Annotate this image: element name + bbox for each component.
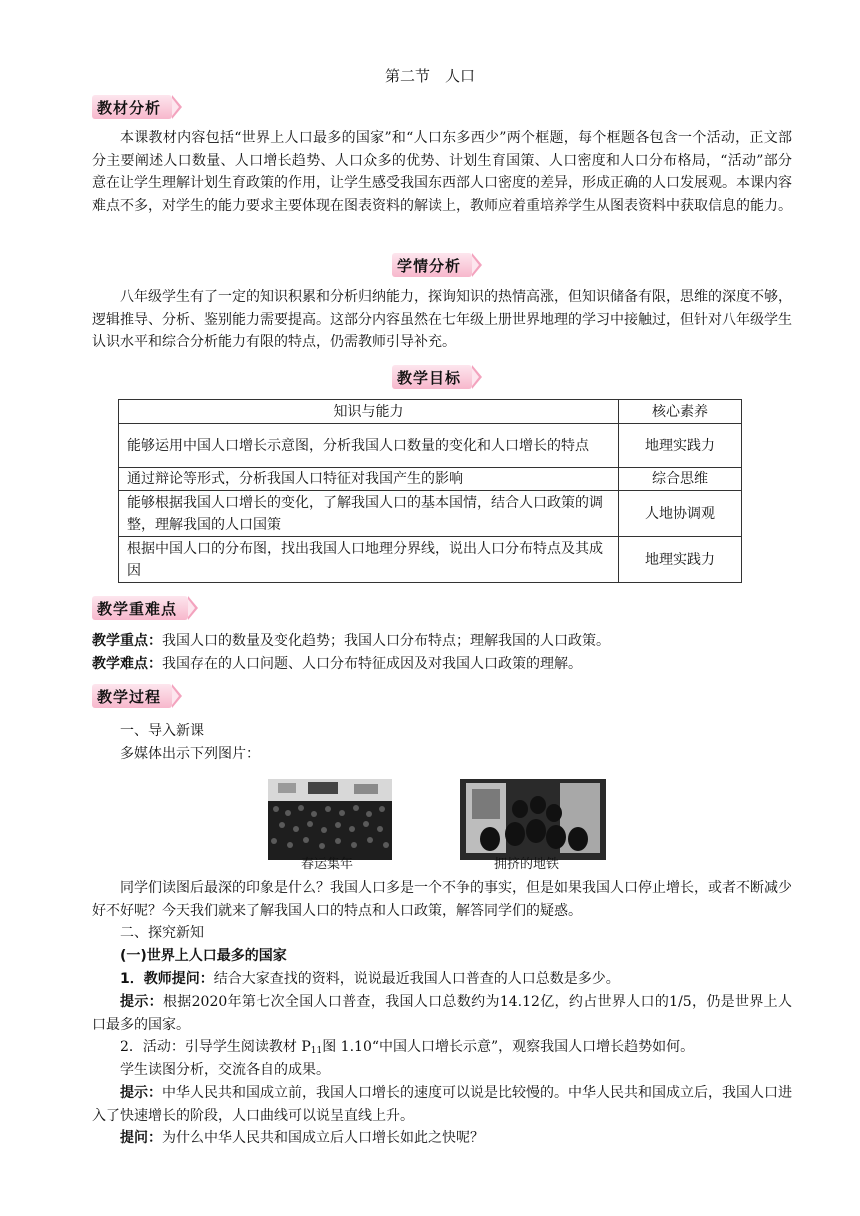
table-row (119, 537, 742, 583)
hint2-paragraph (92, 1082, 792, 1127)
section-banner-process (92, 684, 188, 708)
section-banner-keypoints (92, 596, 204, 620)
student-paragraph: 八年级学生有了一定的知识积累和分析归纳能力，探询知识的热情高涨，但知识储备有限，思维的深度不够，逻辑推导、分析、鉴别能力需要提高。这部分内容虽然在七年级上册世界地理的学习中接触过，但针对八年级学生认识水平和综合分析能力有限的特点，仍需教师引导补充。 (92, 289, 792, 350)
intro-paragraph: 同学们读图后最深的印象是什么？我国人口多是一个不争的事实，但是如果我国人口停止增长，或者不断减少好不好呢？今天我们就来了解我国人口的特点和人口政策，解答同学们的疑惑。 (92, 880, 792, 919)
cell-core: 人地协调观 (619, 491, 742, 537)
hint-label: 提示： (120, 994, 163, 1010)
goals-table (118, 399, 742, 583)
cell-knowledge: 根据中国人口的分布图，找出我国人口地理分界线，说出人口分布特点及其成因 (119, 537, 619, 583)
ask-label: 提问： (120, 1130, 162, 1146)
cell-knowledge: 通过辩论等形式，分析我国人口特征对我国产生的影响 (119, 468, 619, 491)
banner-label: 教学目标 (397, 369, 462, 387)
photo2-caption: 拥挤的地铁 (494, 857, 560, 872)
key-point-line (92, 630, 792, 653)
section-banner-analysis (92, 95, 188, 119)
hint2-text: 中华人民共和国成立前，我国人口增长的速度可以说是比较慢的。中华人民共和国成立后，我国人口进入了快速增长的阶段，人口曲线可以说呈直线上升。 (92, 1085, 792, 1124)
table-row (119, 424, 742, 468)
banner-label: 教材分析 (97, 99, 162, 117)
banner-label: 教学重难点 (97, 600, 178, 618)
table-row (119, 491, 742, 537)
cell-core: 综合思维 (619, 468, 742, 491)
ask-text: 为什么中华人民共和国成立后人口增长如此之快呢？ (162, 1130, 484, 1146)
difficult-label: 教学难点： (92, 656, 162, 672)
step1-heading: 一、导入新课 (120, 723, 204, 739)
analysis-paragraph: 本课教材内容包括“世界上人口最多的国家”和“人口东多西少”两个框题，每个框题各包含一个活动，正文部分主要阐述人口数量、人口增长趋势、人口众多的优势、计划生育国策、人口密度和人口分布格局，“活动”部分意在让学生理解计划生育政策的作用，让学生感受我国东西部人口密度的差异，形成正确的人口发展观。本课内容难点不多，对学生的能力要求主要体现在图表资料的解读上，教师应着重培养学生从图表资料中获取信息的能力。 (92, 130, 792, 214)
spring-festival-crowd-image (268, 779, 392, 860)
subsection-heading (92, 945, 792, 968)
step1-text: 多媒体出示下列图片： (120, 746, 260, 762)
section-banner-student (392, 253, 488, 277)
key-label: 教学重点： (92, 633, 162, 649)
student-activity-line: 学生读图分析，交流各自的成果。 (120, 1062, 330, 1078)
subsection-title: (一)世界上人口最多的国家 (120, 948, 287, 964)
cell-knowledge: 能够根据我国人口增长的变化，了解我国人口的基本国情，结合人口政策的调整，理解我国的人口国策 (119, 491, 619, 537)
page-title: 第二节 人口 (384, 67, 475, 85)
hint-label: 提示： (120, 1085, 162, 1101)
step2-heading: 二、探究新知 (120, 925, 204, 941)
key-text: 我国人口的数量及变化趋势；我国人口分布特点；理解我国的人口政策。 (162, 633, 610, 649)
table-header-row (119, 400, 742, 424)
question1-text: 结合大家查找的资料，说说最近我国人口普查的人口总数是多少。 (213, 971, 620, 987)
cell-knowledge: 能够运用中国人口增长示意图，分析我国人口数量的变化和人口增长的特点 (119, 424, 619, 468)
page-subscript: 11 (310, 1046, 323, 1056)
difficult-point-line (92, 653, 792, 676)
banner-label: 教学过程 (97, 688, 162, 706)
activity2-text-a: 2．活动：引导学生阅读教材 P (120, 1039, 311, 1055)
difficult-text: 我国存在的人口问题、人口分布特征成因及对我国人口政策的理解。 (162, 656, 582, 672)
header-core: 核心素养 (619, 400, 742, 424)
banner-label: 学情分析 (397, 257, 462, 275)
header-knowledge: 知识与能力 (119, 400, 619, 424)
hint1-text: 根据2020年第七次全国人口普查，我国人口总数约为14.12亿，约占世界人口的1/5，仍是世界上人口最多的国家。 (92, 994, 792, 1033)
activity2-text-b: 图 1.10“中国人口增长示意”，观察我国人口增长趋势如何。 (322, 1039, 695, 1055)
cell-core: 地理实践力 (619, 537, 742, 583)
subway-photo-graphic (460, 779, 606, 860)
cell-core: 地理实践力 (619, 424, 742, 468)
crowd-photo-graphic (268, 779, 392, 860)
table-row (119, 468, 742, 491)
section-banner-goals (392, 365, 488, 389)
hint1-paragraph (92, 991, 792, 1036)
question1-label: 1．教师提问： (120, 971, 214, 987)
question1-line (92, 968, 792, 991)
crowded-subway-image (460, 779, 606, 860)
ask-line (92, 1127, 792, 1150)
photo1-caption: 春运集年 (301, 857, 354, 872)
